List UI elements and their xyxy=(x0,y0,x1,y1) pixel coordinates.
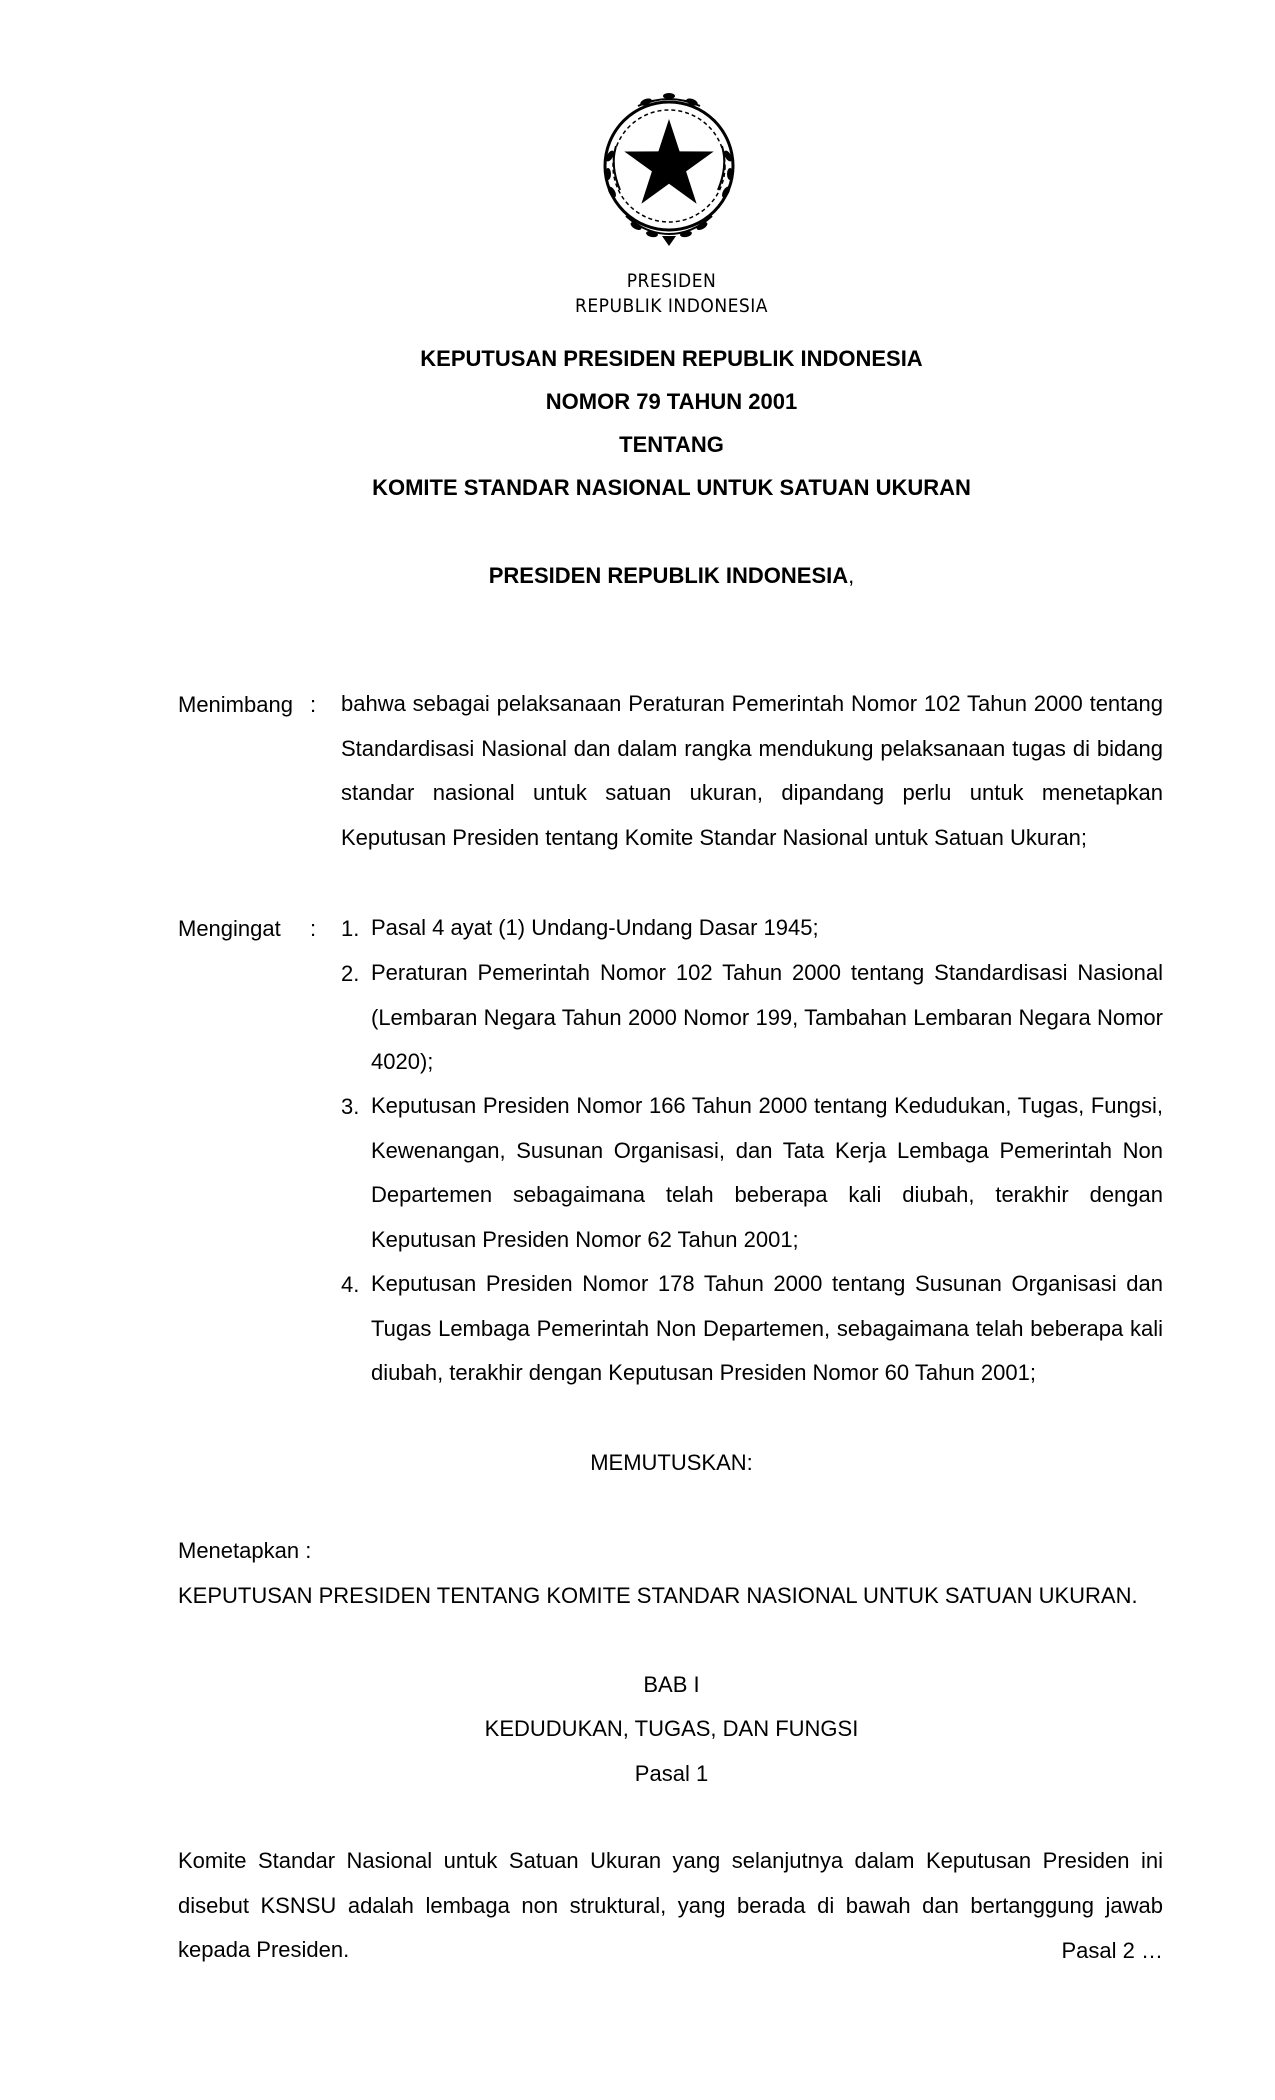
president-heading-comma: , xyxy=(848,563,855,588)
mengingat-item-3-number: 3. xyxy=(341,1094,360,1119)
menimbang-colon: : xyxy=(310,692,317,717)
chapter-number: BAB I xyxy=(643,1672,700,1697)
memutuskan-heading: MEMUTUSKAN: xyxy=(590,1450,753,1475)
decree-about: TENTANG xyxy=(619,432,724,457)
mengingat-label: Mengingat xyxy=(178,916,281,941)
chapter-title: KEDUDUKAN, TUGAS, DAN FUNGSI xyxy=(484,1716,859,1741)
menimbang-label: Menimbang xyxy=(178,692,293,717)
menetapkan-label: Menetapkan : xyxy=(178,1538,312,1563)
mengingat-item-1: Pasal 4 ayat (1) Undang-Undang Dasar 1945; xyxy=(371,915,819,940)
president-heading-text: PRESIDEN REPUBLIK INDONESIA xyxy=(488,563,849,588)
decree-number: NOMOR 79 TAHUN 2001 xyxy=(545,389,798,414)
mengingat-item-4-number: 4. xyxy=(341,1272,360,1297)
garuda-star-emblem-icon xyxy=(586,86,752,252)
menimbang-text: bahwa sebagai pelaksanaan Peraturan Pemerintah Nomor 102 Tahun 2000 tentang Standardisasi Nasional dan dalam rangka mendukung pelaksanaan tugas di bidang standar nasional untuk satuan ukuran, dipandang perlu untuk menetapkan Keputusan Presiden tentang Komite Standar Nasional untuk Satuan Ukuran; xyxy=(341,691,1163,850)
mengingat-item-1-number: 1. xyxy=(341,916,360,941)
article-1-text: Komite Standar Nasional untuk Satuan Ukuran yang selanjutnya dalam Keputusan Presiden ini disebut KSNSU adalah lembaga non struktural, yang berada di bawah dan bertanggung jawab kepada Presiden. xyxy=(178,1848,1163,1962)
emblem-caption-president: PRESIDEN xyxy=(626,270,717,292)
mengingat-item-3: Keputusan Presiden Nomor 166 Tahun 2000 tentang Kedudukan, Tugas, Fungsi, Kewenangan, Susunan Organisasi, dan Tata Kerja Lembaga Pemerintah Non Departemen sebagaimana telah beberapa kali diubah, terakhir dengan Keputusan Presiden Nomor 62 Tahun 2001; xyxy=(371,1093,1163,1252)
next-page-reference: Pasal 2 … xyxy=(1061,1938,1163,1963)
mengingat-colon: : xyxy=(310,916,317,941)
emblem-caption-republic: REPUBLIK INDONESIA xyxy=(574,295,769,317)
president-heading xyxy=(0,563,1275,589)
menetapkan-text: KEPUTUSAN PRESIDEN TENTANG KOMITE STANDAR NASIONAL UNTUK SATUAN UKURAN. xyxy=(178,1583,1138,1608)
decree-title: KEPUTUSAN PRESIDEN REPUBLIK INDONESIA xyxy=(420,346,923,371)
mengingat-item-4: Keputusan Presiden Nomor 178 Tahun 2000 tentang Susunan Organisasi dan Tugas Lembaga Pemerintah Non Departemen, sebagaimana telah beberapa kali diubah, terakhir dengan Keputusan Presiden Nomor 60 Tahun 2001; xyxy=(371,1271,1163,1385)
decree-subject: KOMITE STANDAR NASIONAL UNTUK SATUAN UKURAN xyxy=(372,475,971,500)
mengingat-item-2-number: 2. xyxy=(341,961,360,986)
mengingat-item-2: Peraturan Pemerintah Nomor 102 Tahun 2000 tentang Standardisasi Nasional (Lembaran Negara Tahun 2000 Nomor 199, Tambahan Lembaran Negara Nomor 4020); xyxy=(371,960,1163,1074)
article-1-heading: Pasal 1 xyxy=(634,1761,709,1786)
